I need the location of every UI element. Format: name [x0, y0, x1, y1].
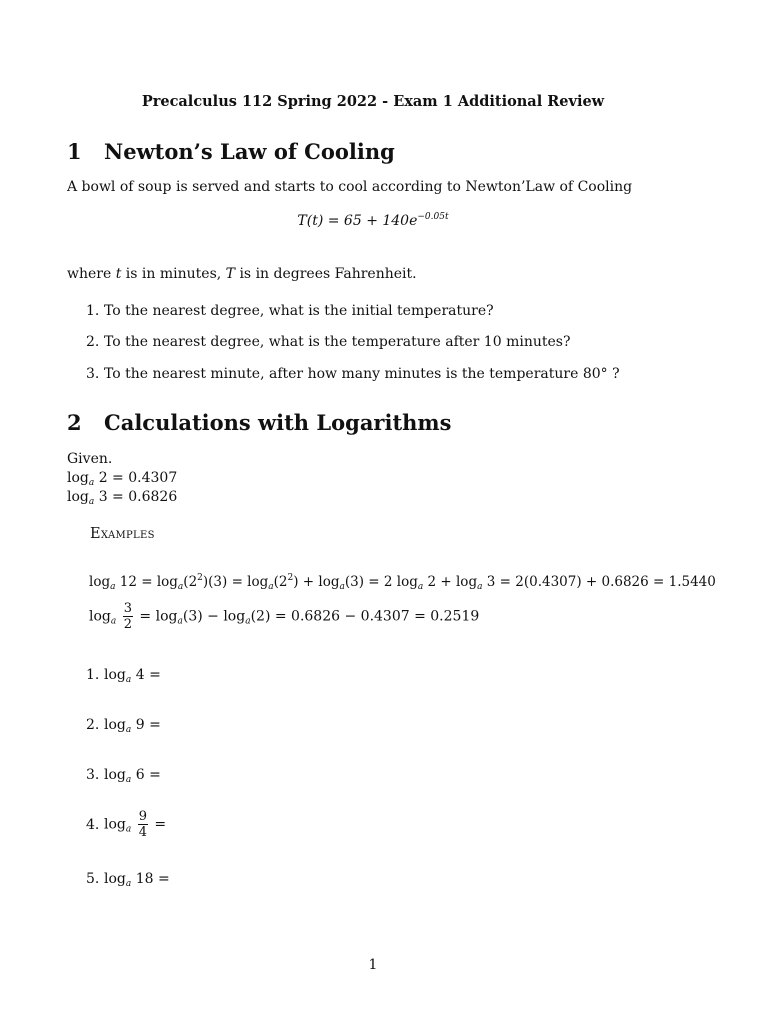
exercise-number: 2.	[86, 717, 100, 733]
question-number: 2.	[86, 334, 100, 350]
example-2	[89, 602, 479, 631]
log-word: log	[104, 871, 126, 887]
question-1	[86, 303, 494, 319]
exercise-number: 5.	[86, 871, 100, 887]
log-base: a	[110, 616, 117, 627]
fraction-numerator: 9	[138, 809, 147, 824]
exercise-number: 4.	[86, 816, 100, 833]
log-base: a	[88, 478, 95, 488]
equals-sign: =	[144, 667, 161, 683]
log-base: a	[125, 675, 132, 685]
where-mid: is in minutes,	[121, 266, 226, 282]
given-label: Given.	[67, 451, 113, 467]
example-1	[89, 573, 716, 592]
fraction-denominator: 2	[123, 617, 132, 632]
question-text: To the nearest degree, what is the temperature after 10 minutes?	[104, 334, 571, 350]
expr-part: ) + log	[293, 574, 340, 590]
examples-label: Examples	[90, 526, 155, 542]
exercise-1	[86, 667, 161, 685]
given-log2	[67, 470, 177, 488]
section-2-heading	[67, 410, 451, 435]
expr-part: (2) = 0.6826 − 0.4307 = 0.2519	[250, 608, 480, 625]
log-base: a	[125, 775, 132, 785]
expr-part: (2	[183, 574, 198, 590]
expr-part: = log	[134, 608, 178, 625]
var-t: t	[115, 266, 122, 282]
section-1-number: 1	[67, 139, 82, 164]
equals-sign: =	[149, 816, 167, 833]
expr-part: (3) − log	[182, 608, 246, 625]
exercise-number: 3.	[86, 767, 100, 783]
log-base: a	[125, 824, 132, 835]
question-number: 3.	[86, 366, 100, 382]
log-base: a	[177, 582, 184, 592]
log-word: log	[89, 574, 111, 590]
log-word: log	[67, 470, 89, 486]
expr-part: (3) = 2 log	[344, 574, 418, 590]
log-base: a	[110, 582, 116, 592]
exponent: 2	[197, 573, 203, 583]
section-1-heading	[67, 139, 395, 164]
fraction-denominator: 4	[138, 825, 147, 840]
section-1-intro: A bowl of soup is served and starts to cool according to Newton’Law of Cooling	[67, 179, 633, 195]
log-word: log	[104, 767, 126, 783]
question-2	[86, 334, 570, 350]
page-number: 1	[368, 957, 378, 973]
section-1-title: Newton’s Law of Cooling	[104, 139, 395, 164]
log-argument: 4	[135, 667, 145, 683]
log-word: log	[104, 667, 126, 683]
expr-part: )(3) = log	[202, 574, 269, 590]
fraction-numerator: 3	[123, 601, 132, 616]
fraction	[123, 602, 133, 631]
question-3	[86, 366, 620, 382]
cooling-formula	[0, 212, 746, 229]
exercise-3	[86, 767, 161, 785]
equals-sign: =	[144, 767, 161, 783]
log-base: a	[268, 582, 274, 592]
given-value: 3 = 0.6826	[94, 489, 178, 505]
expr-part: 3 = 2(0.4307) + 0.6826 = 1.5440	[482, 574, 716, 590]
log-argument: 18	[135, 871, 154, 887]
log-base: a	[245, 616, 251, 627]
section-2-title: Calculations with Logarithms	[104, 410, 452, 435]
log-base: a	[477, 582, 483, 592]
log-base: a	[125, 879, 132, 889]
log-base: a	[339, 582, 345, 592]
fraction	[138, 810, 148, 839]
variable-definitions	[67, 266, 417, 282]
expr-part: (2	[273, 574, 288, 590]
equals-sign: =	[153, 871, 170, 887]
equals-sign: =	[144, 717, 161, 733]
log-word: log	[89, 608, 111, 625]
where-suffix: is in degrees Fahrenheit.	[235, 266, 417, 282]
log-base: a	[417, 582, 424, 592]
where-prefix: where	[67, 266, 116, 282]
question-text: To the nearest minute, after how many minutes is the temperature 80° ?	[104, 366, 620, 382]
section-2-number: 2	[67, 410, 82, 435]
exercise-number: 1.	[86, 667, 100, 683]
formula-exponent: −0.05t	[417, 212, 449, 222]
given-log3	[67, 489, 177, 507]
exercise-2	[86, 717, 161, 735]
exponent: 2	[287, 573, 294, 583]
log-base: a	[125, 725, 132, 735]
log-base: a	[177, 616, 183, 627]
var-T: T	[225, 266, 235, 282]
expr-part: 12 = log	[115, 574, 178, 590]
question-number: 1.	[86, 303, 100, 319]
log-argument: 6	[135, 767, 145, 783]
expr-part: 2 + log	[423, 574, 478, 590]
log-word: log	[104, 717, 126, 733]
given-value: 2 = 0.4307	[94, 470, 178, 486]
exercise-5	[86, 871, 170, 889]
document-title: Precalculus 112 Spring 2022 - Exam 1 Additional Review	[141, 93, 605, 110]
log-argument: 9	[135, 717, 145, 733]
exercise-4	[86, 810, 166, 839]
log-word: log	[67, 489, 89, 505]
log-word: log	[104, 816, 126, 833]
question-text: To the nearest degree, what is the initial temperature?	[104, 303, 494, 319]
log-base: a	[88, 497, 95, 507]
formula-main: T(t) = 65 + 140e	[297, 213, 418, 229]
